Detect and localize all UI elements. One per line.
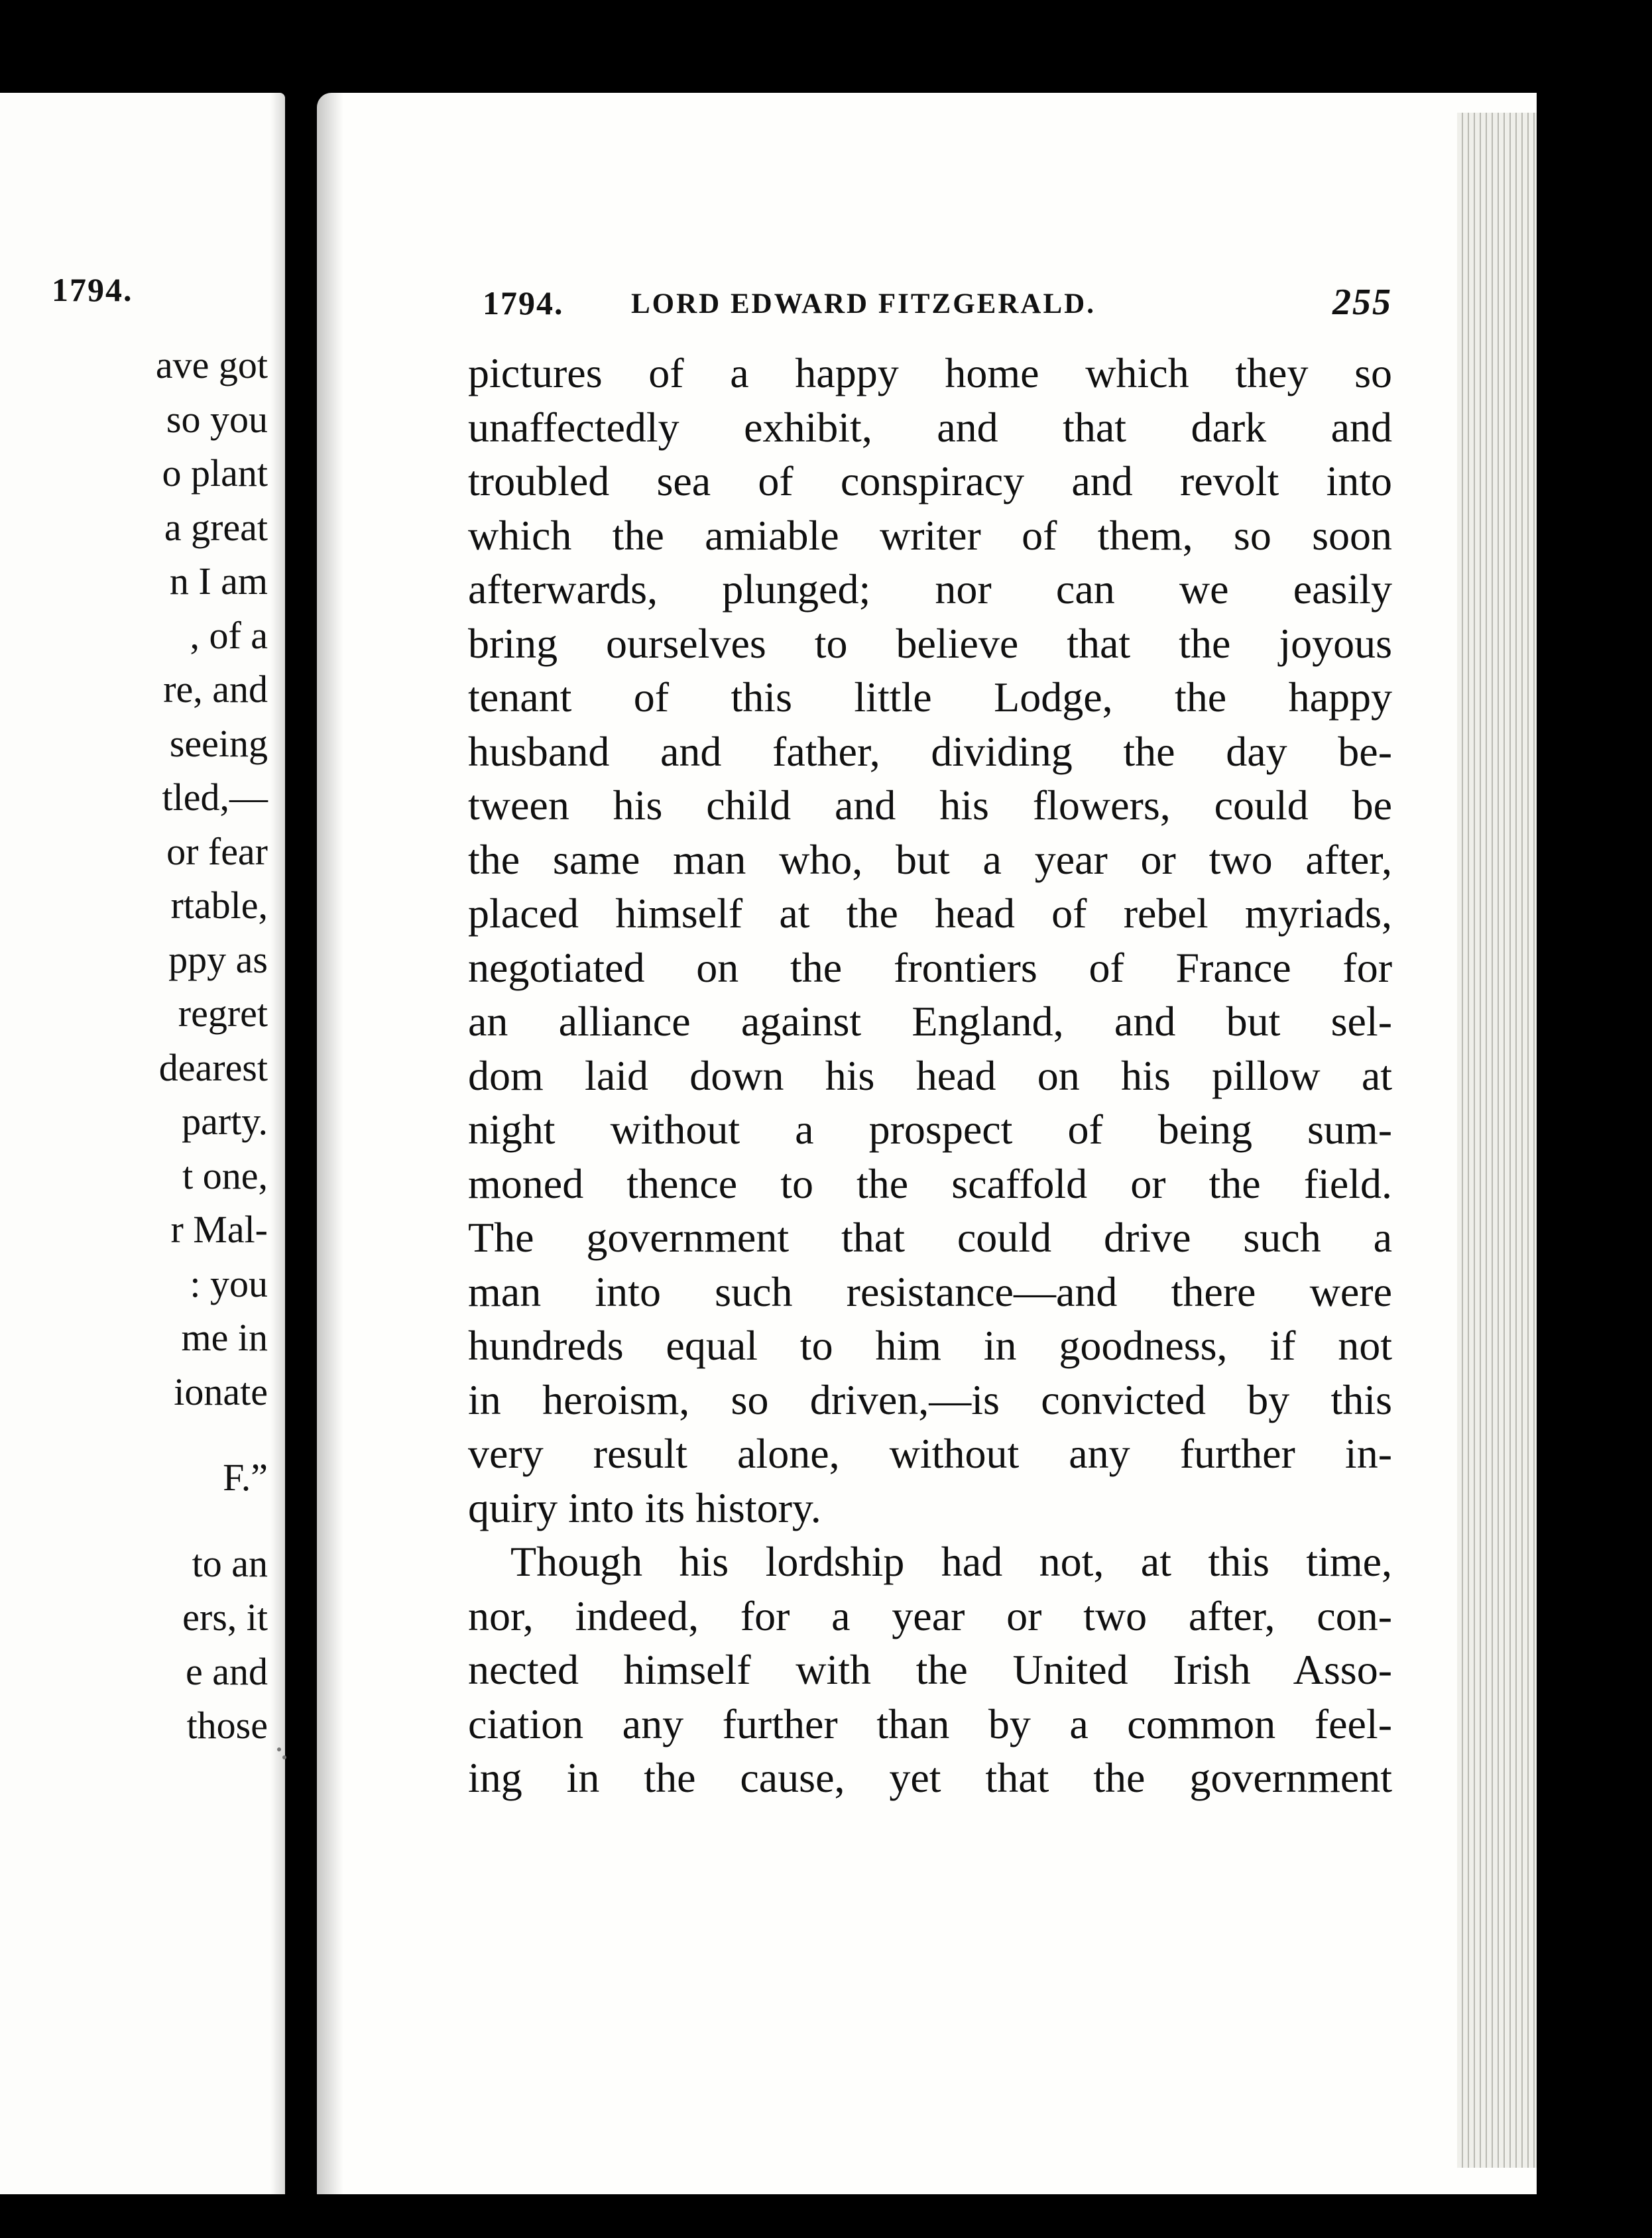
recto-page — [317, 93, 1537, 2194]
text-line: an alliance against England, and but sel- — [468, 998, 1392, 1045]
text-line: placed himself at the head of rebel myriads, — [468, 890, 1392, 937]
text-line: troubled sea of conspiracy and revolt into — [468, 457, 1392, 504]
verso-line: a great — [164, 505, 268, 549]
text-line: husband and father, dividing the day be- — [468, 727, 1392, 775]
text-line: hundreds equal to him in goodness, if not — [468, 1322, 1392, 1369]
running-head — [483, 284, 1392, 330]
text-line: negotiated on the frontiers of France for — [468, 943, 1392, 991]
text-line: dom laid down his head on his pillow at — [468, 1051, 1392, 1099]
verso-line: o plant — [162, 451, 268, 495]
verso-line: ers, it — [182, 1596, 268, 1639]
verso-line: t one, — [182, 1153, 268, 1197]
paragraph-2 — [468, 1535, 1392, 1805]
verso-line: ave got — [155, 343, 268, 386]
text-line: Though his lordship had not, at this time, — [510, 1538, 1392, 1585]
text-line: man into such resistance—and there were — [468, 1267, 1392, 1315]
text-line: bring ourselves to believe that the joyous — [468, 619, 1392, 667]
scan-speck — [282, 1755, 286, 1759]
page-number: 255 — [1332, 282, 1392, 323]
verso-line: dearest — [158, 1045, 268, 1089]
verso-line-gap — [156, 1419, 268, 1450]
verso-page — [0, 93, 285, 2194]
text-line: quiry into its history. — [468, 1484, 821, 1531]
verso-line: , of a — [190, 613, 268, 657]
verso-line: regret — [178, 992, 268, 1035]
text-line: which the amiable writer of them, so soon — [468, 511, 1392, 559]
text-line: moned thence to the scaffold or the field. — [468, 1159, 1392, 1207]
running-head-year: 1794. — [483, 284, 564, 322]
verso-line: ppy as — [168, 937, 268, 981]
verso-line: those — [186, 1704, 268, 1747]
verso-line: to an — [192, 1541, 268, 1585]
text-line: very result alone, without any further in- — [468, 1430, 1392, 1477]
verso-line: r Mal- — [170, 1208, 268, 1251]
verso-line: F.” — [223, 1456, 268, 1499]
verso-line: me in — [181, 1316, 268, 1359]
text-line: the same man who, but a year or two after, — [468, 835, 1392, 883]
verso-line: rtable, — [170, 884, 268, 927]
verso-running-head-year: 1794. — [52, 271, 133, 308]
verso-text-block — [156, 338, 268, 1753]
text-line: tween his child and his flowers, could be — [468, 782, 1392, 829]
verso-line: seeing — [169, 721, 268, 765]
text-line: tenant of this little Lodge, the happy — [468, 674, 1392, 721]
running-head-title: LORD EDWARD FITZGERALD. — [631, 288, 1096, 320]
verso-line: so you — [166, 397, 268, 441]
verso-line: re, and — [163, 668, 268, 711]
verso-line: ionate — [174, 1370, 268, 1413]
scan-speck — [277, 1747, 281, 1751]
book-spine-gutter — [285, 93, 317, 2194]
recto-gutter-shadow — [317, 93, 343, 2194]
text-line: The government that could drive such a — [468, 1214, 1392, 1261]
text-line: ing in the cause, yet that the government — [468, 1754, 1392, 1801]
verso-line: party. — [182, 1100, 268, 1143]
verso-gutter-shadow — [270, 93, 285, 2194]
verso-line: or fear — [166, 829, 268, 873]
verso-line: n I am — [169, 560, 268, 603]
verso-line: tled,— — [162, 776, 268, 819]
text-line: ciation any further than by a common feel- — [468, 1700, 1392, 1747]
page-edge-stack — [1457, 113, 1537, 2168]
paragraph-1 — [468, 346, 1392, 1535]
text-line: pictures of a happy home which they so — [468, 349, 1392, 396]
verso-line: e and — [186, 1649, 268, 1693]
body-text — [468, 346, 1392, 1805]
text-line: unaffectedly exhibit, and that dark and — [468, 403, 1392, 451]
verso-line: : you — [190, 1262, 268, 1305]
text-line: nected himself with the United Irish Asso- — [468, 1646, 1392, 1693]
text-line: nor, indeed, for a year or two after, con- — [468, 1592, 1392, 1639]
text-line: night without a prospect of being sum- — [468, 1106, 1392, 1153]
text-line: in heroism, so driven,—is convicted by this — [468, 1376, 1392, 1423]
verso-line-gap — [156, 1505, 268, 1537]
text-line: afterwards, plunged; nor can we easily — [468, 565, 1392, 613]
